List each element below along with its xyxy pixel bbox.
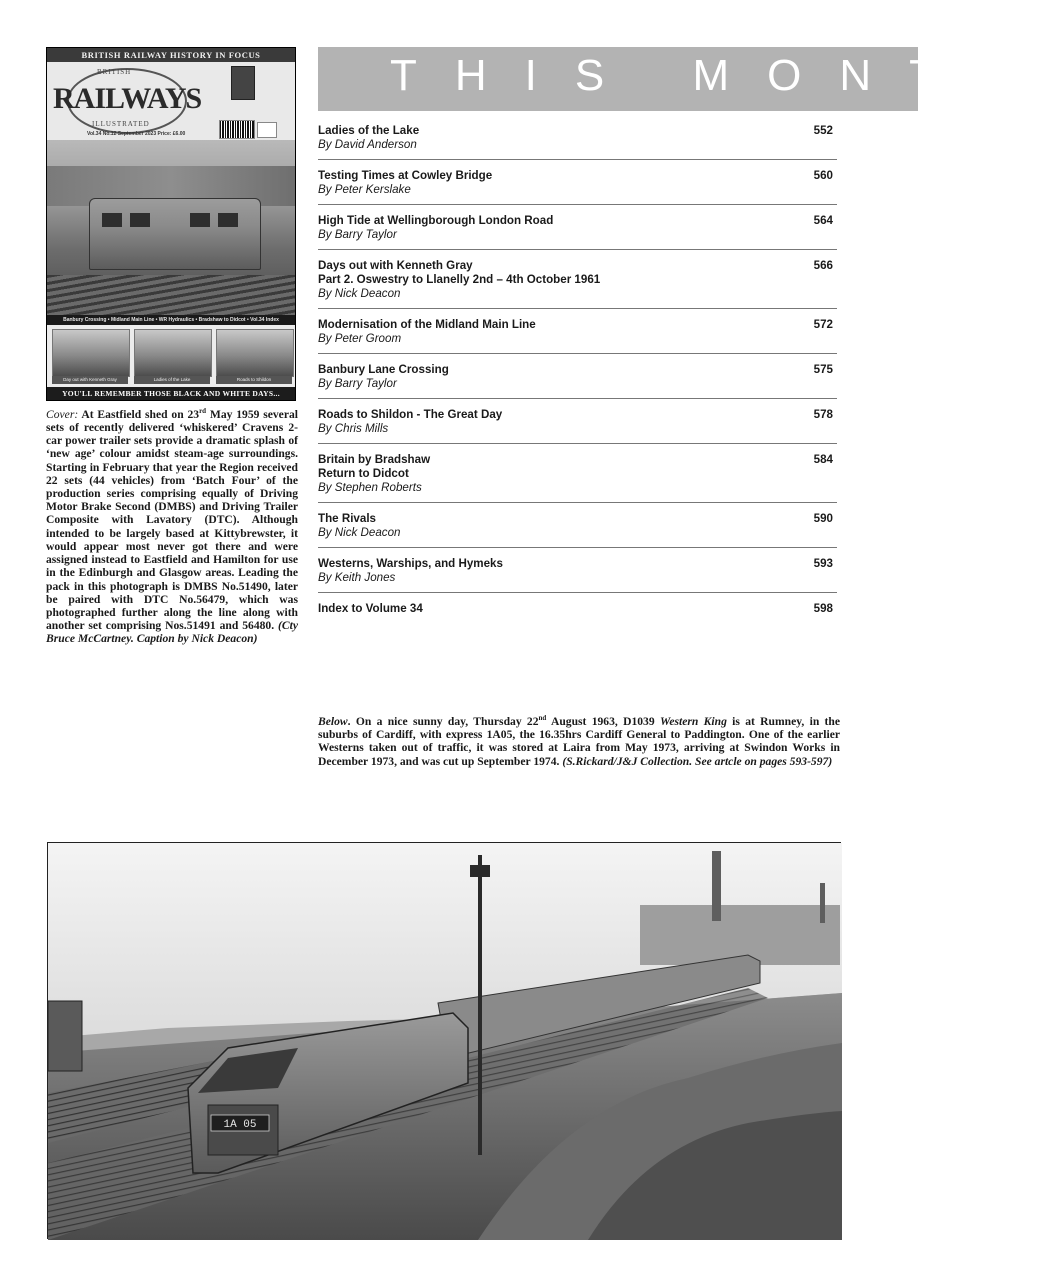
toc-entry-subtitle: Return to Didcot [318, 467, 409, 480]
toc-entry-page: 572 [813, 318, 833, 331]
cover-contents-strip: Banbury Crossing • Midland Main Line • WR Hydraulics • Bradshaw to Didcot • Vol.34 Index [47, 315, 295, 325]
cover-photo-rails [47, 275, 295, 315]
cover-thumb-photo [52, 329, 130, 377]
cover-caption-credit: (Cty Bruce McCartney. Caption by Nick Deacon) [46, 619, 298, 646]
toc-entry-page: 560 [813, 169, 833, 182]
cover-logo: RAILWAYS [53, 82, 202, 115]
photo-caption-text: August 1963, D1039 [546, 714, 660, 728]
toc-entry-author: By Barry Taylor [318, 228, 397, 241]
photo-signal-arm [470, 865, 490, 877]
photo-caption-loco-name: Western King [659, 714, 727, 728]
toc-entry[interactable] [318, 214, 837, 250]
toc-entry-page: 593 [813, 557, 833, 570]
cover-thumb-caption: Roads to Shildon [216, 376, 292, 384]
toc-entry-title: Roads to Shildon - The Great Day [318, 408, 503, 421]
toc-entry-page: 578 [813, 408, 833, 421]
toc-entry[interactable] [318, 408, 837, 444]
photo-caption-lead: Below [318, 714, 348, 728]
toc-entry[interactable] [318, 512, 837, 548]
toc-entry-title: Ladies of the Lake [318, 124, 420, 137]
cover-thumb-photo [216, 329, 294, 377]
photo-signal-post [478, 855, 482, 1155]
toc-entry[interactable] [318, 169, 837, 205]
toc-entry-page: 552 [813, 124, 833, 137]
toc-entry-title: High Tide at Wellingborough London Road [318, 214, 554, 227]
toc-entry-author: By Barry Taylor [318, 377, 397, 390]
toc-entry-author: By Nick Deacon [318, 526, 401, 539]
cover-barcode-tag [257, 122, 277, 138]
cover-caption-lead: Cover: [46, 407, 79, 421]
cover-caption-superscript: rd [199, 407, 207, 415]
toc-entry-author: By Peter Kerslake [318, 183, 411, 196]
cover-photo-window [102, 213, 122, 227]
cover-inset-magazine [231, 66, 255, 100]
this-month-banner [318, 47, 1044, 111]
photo-caption-credit: (S.Rickard/J&J Collection. See artcle on pages 593-597) [562, 754, 833, 768]
cover-thumbnails [47, 325, 295, 388]
toc-entry-page: 575 [813, 363, 833, 376]
photo-caption [318, 712, 840, 768]
toc-entry[interactable] [318, 602, 837, 623]
toc-entry-title: The Rivals [318, 512, 376, 525]
cover-caption [46, 405, 298, 646]
cover-issue-line: Vol.34 No.12 September 2023 Price: £6.00 [87, 131, 186, 137]
toc-entry-author: By Nick Deacon [318, 287, 401, 300]
cover-photo-window [218, 213, 238, 227]
toc-entry[interactable] [318, 453, 837, 503]
toc-entry-title: Testing Times at Cowley Bridge [318, 169, 493, 182]
cover-thumb-caption: Ladies of the Lake [134, 376, 210, 384]
main-photograph [47, 842, 841, 1239]
toc-entry-author: By Peter Groom [318, 332, 402, 345]
photo-chimney [820, 883, 825, 923]
toc-entry[interactable] [318, 318, 837, 354]
cover-masthead [47, 62, 295, 140]
cover-main-photo [47, 140, 295, 315]
this-month-heading: THIS MONTH [390, 51, 1044, 100]
magazine-cover-thumbnail [46, 47, 296, 401]
toc-entry[interactable] [318, 259, 837, 309]
toc-entry-page: 566 [813, 259, 833, 272]
cover-bottom-banner: YOU'LL REMEMBER THOSE BLACK AND WHITE DAYS... [47, 387, 295, 400]
cover-thumb-photo [134, 329, 212, 377]
cover-thumb-caption: Day out with Kenneth Gray [52, 376, 128, 384]
toc-entry-title: Index to Volume 34 [318, 602, 423, 615]
toc-entry-title: Days out with Kenneth Gray [318, 259, 473, 272]
photo-chimney [712, 851, 721, 921]
toc-entry-subtitle: Part 2. Oswestry to Llanelly 2nd – 4th October 1961 [318, 273, 601, 286]
cover-top-banner: BRITISH RAILWAY HISTORY IN FOCUS [47, 48, 295, 62]
photo-wagon [48, 1001, 82, 1071]
cover-caption-text: May 1959 several sets of recently delivered ‘whiskered’ Cravens 2-car power trailer sets provide a dramatic splash of ‘new age’ colour amidst steam-age surroundings. Starting in February that year the Region received 22 sets (44 vehicles) from ‘Batch Four’ of the production series comprising equally of Driving Motor Brake Second (DMBS) and Driving Trailer Composite with Lavatory (DTC). Although intended to be largely based at Kittybrewster, it would appear most never got there and were assigned instead to Eastfield and Hamilton for use in the Edinburgh and Glasgow areas. Leading the pack in this photograph is DMBS No.51490, later be paired with DTC No.56479, which was photographed further along the line along with another set comprising Nos.51491 and 56480. [46, 407, 298, 633]
toc-entry-title: Westerns, Warships, and Hymeks [318, 557, 503, 570]
toc-entry-author: By Stephen Roberts [318, 481, 422, 494]
toc-entry-author: By Keith Jones [318, 571, 396, 584]
toc-entry-title: Banbury Lane Crossing [318, 363, 449, 376]
toc-entry-author: By David Anderson [318, 138, 417, 151]
toc-entry-page: 598 [813, 602, 833, 615]
cover-photo-window [130, 213, 150, 227]
toc-entry-page: 564 [813, 214, 833, 227]
photo-caption-superscript: nd [538, 714, 547, 722]
toc-entry-title: Britain by Bradshaw [318, 453, 431, 466]
cover-barcode [219, 120, 255, 139]
photo-headcode: 1A 05 [223, 1119, 257, 1131]
cover-caption-text: At Eastfield shed on 23 [78, 407, 200, 421]
toc-entry-page: 584 [813, 453, 833, 466]
toc-entry[interactable] [318, 363, 837, 399]
cover-logo-bottom-word: ILLUSTRATED [92, 120, 150, 128]
photo-caption-text: is at Rumney, in the suburbs of Cardiff, with express 1A05, the 16.35hrs Cardiff General to Paddington. One of the earlier Westerns taken out of traffic, it was stored at Laira from May 1973, arriving at Swindon Works in December 1973, and was cut up September 1974. [318, 714, 841, 768]
contents-list [318, 124, 837, 632]
photo-caption-text: . On a nice sunny day, Thursday 22 [347, 714, 539, 728]
toc-entry-page: 590 [813, 512, 833, 525]
cover-photo-dmu [89, 198, 261, 270]
cover-photo-window [190, 213, 210, 227]
toc-entry-author: By Chris Mills [318, 422, 389, 435]
toc-entry[interactable] [318, 124, 837, 160]
main-photo-illustration [48, 843, 842, 1240]
toc-entry[interactable] [318, 557, 837, 593]
toc-entry-title: Modernisation of the Midland Main Line [318, 318, 536, 331]
cover-logo-top-word: BRITISH [97, 68, 132, 76]
